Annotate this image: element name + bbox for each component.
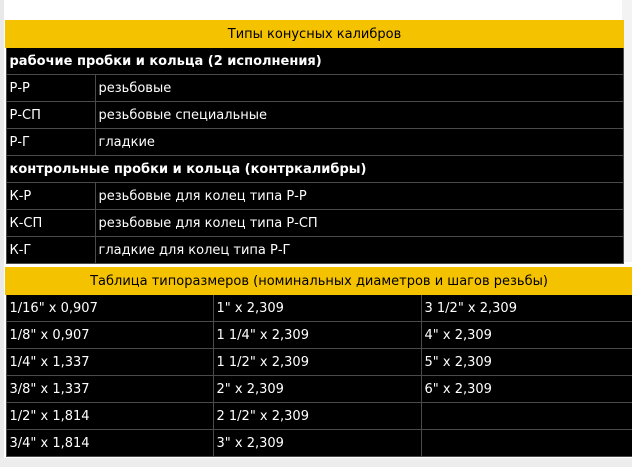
type-description: гладкие (95, 129, 623, 156)
table-row (6, 403, 632, 430)
type-description: резьбовые специальные (95, 102, 623, 129)
sizes-title: Таблица типоразмеров (номинальных диаметров и шагов резьбы) (6, 268, 632, 294)
gauge-types-title: Типы конусных калибров (6, 21, 623, 47)
size-cell: 1 1/2" х 2,309 (213, 349, 421, 376)
section-heading-control: контрольные пробки и кольца (контркалибры) (6, 156, 623, 183)
table-row (6, 294, 632, 322)
size-cell-empty (421, 403, 632, 430)
table-row (6, 75, 623, 102)
size-cell: 1/8" х 0,907 (6, 322, 213, 349)
size-cell: 1/2" х 1,814 (6, 403, 213, 430)
sizes-table (5, 267, 632, 457)
size-cell: 3/8" х 1,337 (6, 376, 213, 403)
table-row (6, 237, 623, 264)
type-code: Р-Р (6, 75, 95, 102)
table-row (6, 129, 623, 156)
size-cell: 3/4" х 1,814 (6, 430, 213, 457)
bottom-edge-shadow (0, 458, 632, 467)
size-cell: 6" х 2,309 (421, 376, 632, 403)
type-code: Р-СП (6, 102, 95, 129)
size-cell: 1 1/4" х 2,309 (213, 322, 421, 349)
table-row (6, 376, 632, 403)
size-cell: 1" х 2,309 (213, 294, 421, 322)
type-code: К-Р (6, 183, 95, 210)
table-row (6, 322, 632, 349)
type-description: гладкие для колец типа Р-Г (95, 237, 623, 264)
size-cell: 3 1/2" х 2,309 (421, 294, 632, 322)
type-description: резьбовые для колец типа Р-Р (95, 183, 623, 210)
type-code: К-Г (6, 237, 95, 264)
table-row (6, 102, 623, 129)
left-edge-shadow (0, 0, 4, 467)
size-cell: 2 1/2" х 2,309 (213, 403, 421, 430)
size-cell: 2" х 2,309 (213, 376, 421, 403)
type-code: Р-Г (6, 129, 95, 156)
section-heading-working: рабочие пробки и кольца (2 исполнения) (6, 47, 623, 75)
type-code: К-СП (6, 210, 95, 237)
size-cell: 5" х 2,309 (421, 349, 632, 376)
gauge-types-table (5, 20, 624, 264)
size-cell: 1/4" х 1,337 (6, 349, 213, 376)
table-row (6, 210, 623, 237)
size-cell: 4" х 2,309 (421, 322, 632, 349)
table-row (6, 349, 632, 376)
size-cell-empty (421, 430, 632, 457)
type-description: резьбовые для колец типа Р-СП (95, 210, 623, 237)
size-cell: 3" х 2,309 (213, 430, 421, 457)
table-row (6, 430, 632, 457)
table-row (6, 183, 623, 210)
size-cell: 1/16" х 0,907 (6, 294, 213, 322)
type-description: резьбовые (95, 75, 623, 102)
